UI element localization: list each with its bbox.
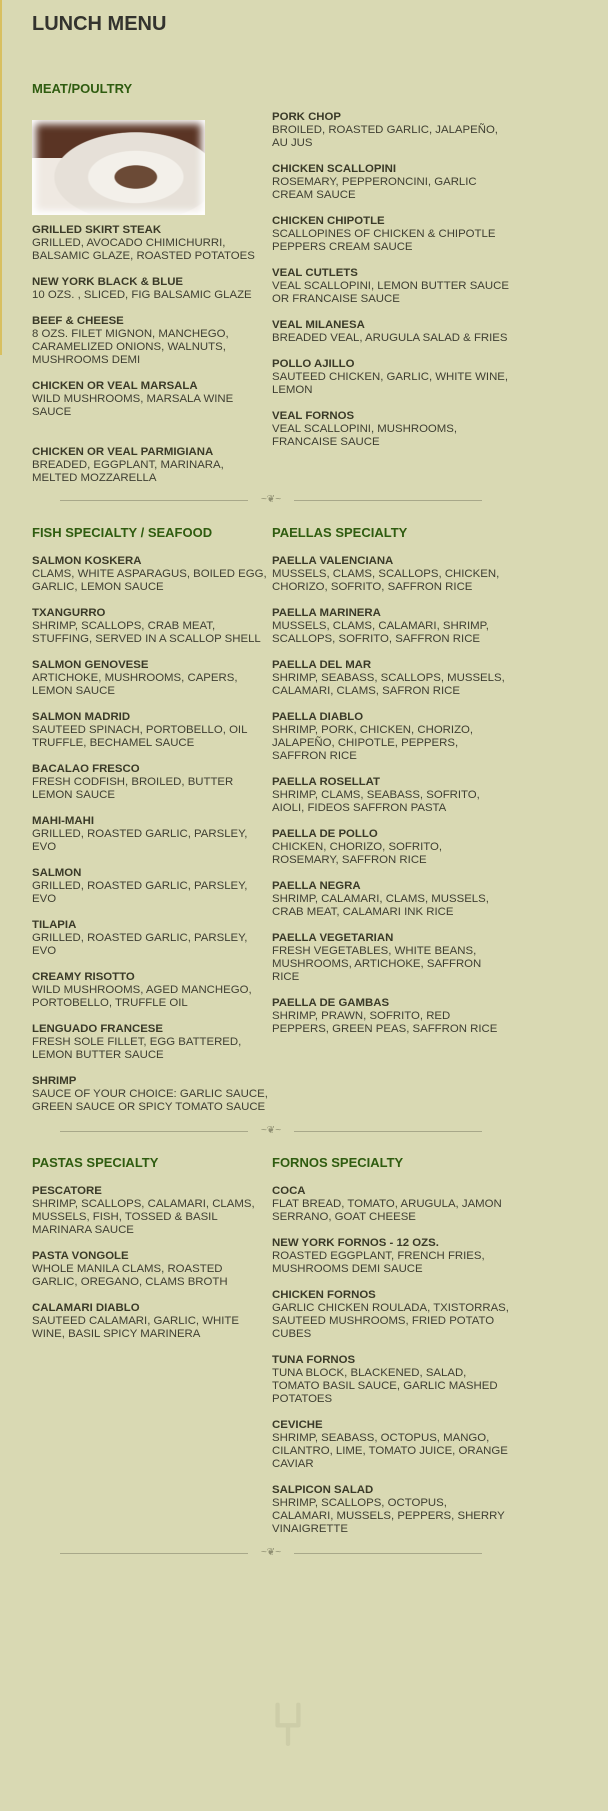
item-name: PESCATORE [32,1185,102,1197]
item-name: TXANGURRO [32,607,106,619]
menu-item [272,828,510,867]
menu-item [32,224,270,263]
menu-item [32,867,270,906]
item-description: FRESH CODFISH, BROILED, BUTTER LEMON SAUCE [32,776,234,801]
item-description: GRILLED, ROASTED GARLIC, PARSLEY, EVO [32,828,248,853]
item-name: BEEF & CHEESE [32,315,124,327]
item-description: SAUTEED CHICKEN, GARLIC, WHITE WINE, LEMON [272,371,509,396]
item-description: GARLIC CHICKEN ROULADA, TXISTORRAS, SAUTEED MUSHROOMS, FRIED POTATO CUBES [272,1302,509,1340]
item-description: BREADED VEAL, ARUGULA SALAD & FRIES [272,332,508,344]
item-name: PAELLA MARINERA [272,607,381,619]
item-description: WILD MUSHROOMS, MARSALA WINE SAUCE [32,393,234,418]
item-description: SHRIMP, SCALLOPS, OCTOPUS, CALAMARI, MUSSELS, PEPPERS, SHERRY VINAIGRETTE [272,1497,505,1535]
item-name: PASTA VONGOLE [32,1250,129,1262]
menu-item [272,555,510,594]
item-name: COCA [272,1185,306,1197]
fornos-column [272,1185,510,1549]
item-name: VEAL CUTLETS [272,267,358,279]
menu-item [32,815,270,854]
item-name: PAELLA DE POLLO [272,828,378,840]
menu-item [32,315,270,367]
item-description: CHICKEN, CHORIZO, SOFRITO, ROSEMARY, SAFFRON RICE [272,841,443,866]
item-name: GRILLED SKIRT STEAK [32,224,162,236]
meat-right-column [272,111,510,462]
menu-item [32,276,270,302]
item-description: SAUTEED SPINACH, PORTOBELLO, OIL TRUFFLE, BECHAMEL SAUCE [32,724,248,749]
item-description: SAUCE OF YOUR CHOICE: GARLIC SAUCE, GREEN SAUCE OR SPICY TOMATO SAUCE [32,1088,268,1113]
menu-item [32,919,270,958]
section-title-pastas: PASTAS SPECIALTY [32,1155,159,1170]
page-title: LUNCH MENU [32,13,167,35]
menu-item [32,607,270,646]
section-title-meat: MEAT/POULTRY [32,81,133,96]
food-photo [32,120,205,215]
item-name: POLLO AJILLO [272,358,355,370]
item-name: PORK CHOP [272,111,341,123]
item-description: SHRIMP, SEABASS, OCTOPUS, MANGO, CILANTRO, LIME, TOMATO JUICE, ORANGE CAVIAR [272,1432,508,1470]
section-title-fish: FISH SPECIALTY / SEAFOOD [32,525,213,540]
item-name: LENGUADO FRANCESE [32,1023,163,1035]
item-name: SALMON MADRID [32,711,131,723]
item-description: SHRIMP, SEABASS, SCALLOPS, MUSSELS, CALAMARI, CLAMS, SAFRON RICE [272,672,505,697]
item-description: SAUTEED CALAMARI, GARLIC, WHITE WINE, BASIL SPICY MARINERA [32,1315,239,1340]
item-description: FLAT BREAD, TOMATO, ARUGULA, JAMON SERRANO, GOAT CHEESE [272,1198,502,1223]
left-accent-line [0,0,2,355]
item-description: MUSSELS, CLAMS, SCALLOPS, CHICKEN, CHORIZO, SOFRITO, SAFFRON RICE [272,568,500,593]
item-name: PAELLA DE GAMBAS [272,997,390,1009]
item-description: GRILLED, ROASTED GARLIC, PARSLEY, EVO [32,932,248,957]
section-title-paellas: PAELLAS SPECIALTY [272,525,408,540]
item-description: SCALLOPINES OF CHICKEN & CHIPOTLE PEPPERS CREAM SAUCE [272,228,496,253]
menu-item [272,111,510,150]
item-description: GRILLED, ROASTED GARLIC, PARSLEY, EVO [32,880,248,905]
item-description: WHOLE MANILA CLAMS, ROASTED GARLIC, OREGANO, CLAMS BROTH [32,1263,228,1288]
item-description: GRILLED, AVOCADO CHIMICHURRI, BALSAMIC GLAZE, ROASTED POTATOES [32,237,255,262]
menu-item [272,410,510,449]
item-name: MAHI-MAHI [32,815,95,827]
item-name: CHICKEN FORNOS [272,1289,376,1301]
item-name: CHICKEN SCALLOPINI [272,163,397,175]
ornament-icon: ~❦~ [248,1548,294,1558]
menu-item [272,358,510,397]
menu-item [272,1237,510,1276]
item-name: CEVICHE [272,1419,323,1431]
item-name: VEAL FORNOS [272,410,355,422]
menu-item [272,711,510,763]
menu-item [32,1075,270,1114]
item-description: VEAL SCALLOPINI, MUSHROOMS, FRANCAISE SAUCE [272,423,458,448]
menu-item [272,1185,510,1224]
menu-item [32,555,270,594]
menu-item [272,267,510,306]
menu-item [272,163,510,202]
menu-item [32,1250,270,1289]
menu-item [272,215,510,254]
menu-item [32,1023,270,1062]
item-description: CLAMS, WHITE ASPARAGUS, BOILED EGG, GARLIC, LEMON SAUCE [32,568,267,593]
menu-item [32,1302,270,1341]
item-description: TUNA BLOCK, BLACKENED, SALAD, TOMATO BASIL SAUCE, GARLIC MASHED POTATOES [272,1367,498,1405]
item-name: NEW YORK BLACK & BLUE [32,276,184,288]
menu-item [272,880,510,919]
item-name: VEAL MILANESA [272,319,365,331]
menu-item [32,446,270,485]
item-name: NEW YORK FORNOS - 12 OZS. [272,1237,439,1249]
menu-item [272,607,510,646]
menu-item [272,1484,510,1536]
item-name: CHICKEN CHIPOTLE [272,215,385,227]
item-name: PAELLA DEL MAR [272,659,372,671]
item-description: ROSEMARY, PEPPERONCINI, GARLIC CREAM SAUCE [272,176,477,201]
item-description: ARTICHOKE, MUSHROOMS, CAPERS, LEMON SAUCE [32,672,238,697]
meat-left-column [32,224,270,498]
item-name: CHICKEN OR VEAL MARSALA [32,380,198,392]
item-name: PAELLA VALENCIANA [272,555,394,567]
paellas-column [272,555,510,1049]
watermark-logo: ⑂ [270,1691,306,1758]
item-name: SALMON GENOVESE [32,659,149,671]
section-title-fornos: FORNOS SPECIALTY [272,1155,404,1170]
item-description: SHRIMP, CLAMS, SEABASS, SOFRITO, AIOLI, FIDEOS SAFFRON PASTA [272,789,480,814]
item-name: TUNA FORNOS [272,1354,356,1366]
item-name: PAELLA DIABLO [272,711,364,723]
item-description: SHRIMP, CALAMARI, CLAMS, MUSSELS, CRAB MEAT, CALAMARI INK RICE [272,893,489,918]
fish-column [32,555,270,1127]
ornament-icon: ~❦~ [248,495,294,505]
menu-item [32,711,270,750]
item-name: PAELLA ROSELLAT [272,776,380,788]
ornament-icon: ~❦~ [248,1126,294,1136]
item-name: CHICKEN OR VEAL PARMIGIANA [32,446,214,458]
item-description: SHRIMP, PRAWN, SOFRITO, RED PEPPERS, GREEN PEAS, SAFFRON RICE [272,1010,498,1035]
item-description: SHRIMP, PORK, CHICKEN, CHORIZO, JALAPEÑO, CHIPOTLE, PEPPERS, SAFFRON RICE [272,724,474,762]
menu-item [272,1289,510,1341]
item-name: CREAMY RISOTTO [32,971,135,983]
item-name: BACALAO FRESCO [32,763,140,775]
item-name: SHRIMP [32,1075,77,1087]
item-description: BROILED, ROASTED GARLIC, JALAPEÑO, AU JUS [272,124,498,149]
menu-item [272,1354,510,1406]
item-description: FRESH VEGETABLES, WHITE BEANS, MUSHROOMS, ARTICHOKE, SAFFRON RICE [272,945,482,983]
menu-item [272,997,510,1036]
menu-item [272,319,510,345]
item-name: CALAMARI DIABLO [32,1302,140,1314]
menu-item [32,380,270,419]
item-name: PAELLA NEGRA [272,880,361,892]
item-name: TILAPIA [32,919,77,931]
item-description: MUSSELS, CLAMS, CALAMARI, SHRIMP, SCALLOPS, SOFRITO, SAFFRON RICE [272,620,489,645]
item-description: 10 OZS. , SLICED, FIG BALSAMIC GLAZE [32,289,252,301]
menu-item [272,659,510,698]
menu-item [32,763,270,802]
item-name: SALMON [32,867,82,879]
menu-item [272,1419,510,1471]
menu-item [32,659,270,698]
menu-item [32,971,270,1010]
item-description: SHRIMP, SCALLOPS, CALAMARI, CLAMS, MUSSELS, FISH, TOSSED & BASIL MARINARA SAUCE [32,1198,255,1236]
item-description: FRESH SOLE FILLET, EGG BATTERED, LEMON BUTTER SAUCE [32,1036,242,1061]
pastas-column [32,1185,270,1354]
item-name: PAELLA VEGETARIAN [272,932,394,944]
item-description: ROASTED EGGPLANT, FRENCH FRIES, MUSHROOMS DEMI SAUCE [272,1250,485,1275]
item-description: SHRIMP, SCALLOPS, CRAB MEAT, STUFFING, SERVED IN A SCALLOP SHELL [32,620,261,645]
menu-item [272,776,510,815]
menu-item [272,932,510,984]
item-name: SALMON KOSKERA [32,555,142,567]
item-name: SALPICON SALAD [272,1484,374,1496]
item-description: BREADED, EGGPLANT, MARINARA, MELTED MOZZARELLA [32,459,224,484]
menu-item [32,1185,270,1237]
item-description: WILD MUSHROOMS, AGED MANCHEGO, PORTOBELLO, TRUFFLE OIL [32,984,252,1009]
item-description: 8 OZS. FILET MIGNON, MANCHEGO, CARAMELIZED ONIONS, WALNUTS, MUSHROOMS DEMI [32,328,229,366]
item-description: VEAL SCALLOPINI, LEMON BUTTER SAUCE OR FRANCAISE SAUCE [272,280,509,305]
